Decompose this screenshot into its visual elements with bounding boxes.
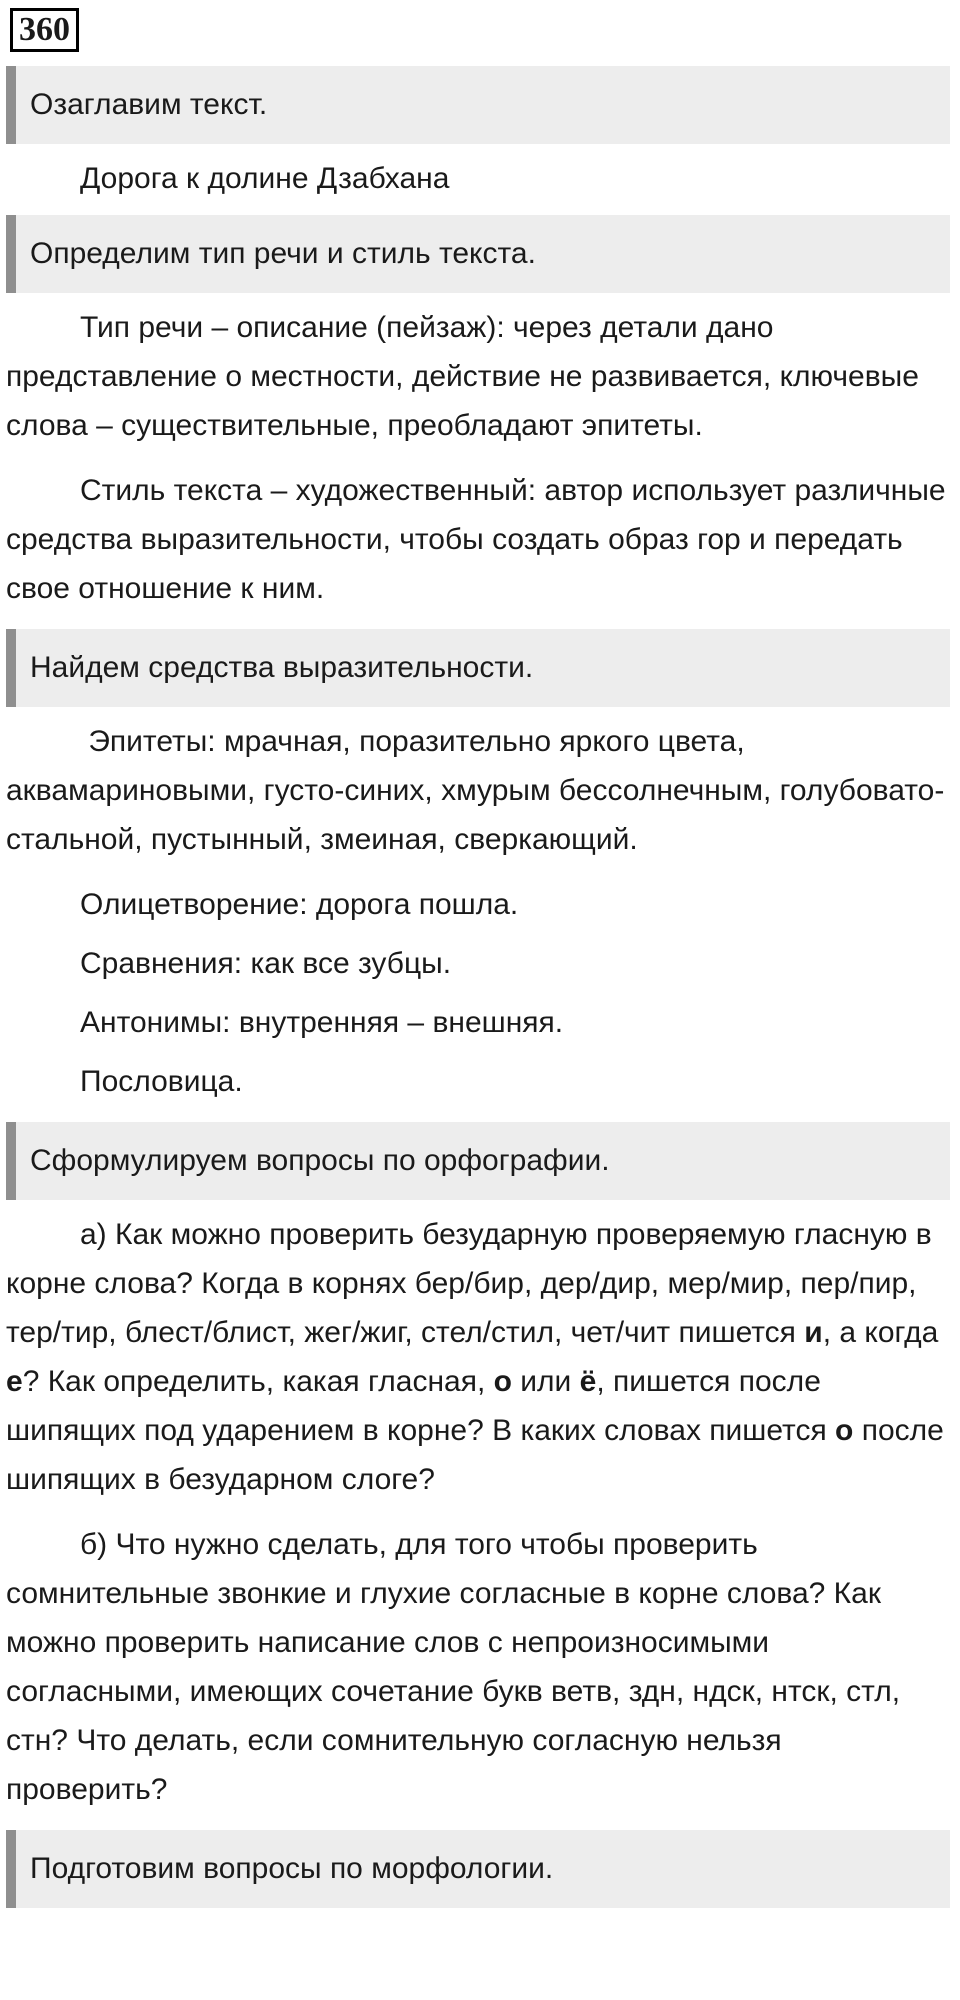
section-heading-title: Озаглавим текст. [6, 66, 950, 144]
text-run: а) Как можно проверить безударную проверяемую гласную в корне слова? Когда в корнях бер/бир, дер/дир, мер/мир, пер/пир, тер/тир, блест/блист, жег/жиг, стел/стил, чет/чит пишется [6, 1218, 932, 1349]
text-run: после шипящих в безударном слоге? [6, 1414, 944, 1496]
bold-letter: и [804, 1316, 823, 1349]
bold-letter: ё [579, 1365, 597, 1398]
paragraph-text-style: Стиль текста – художественный: автор использует различные средства выразительности, чтобы создать образ гор и передать свое отношение к ним. [6, 474, 946, 605]
task-number: 360 [10, 8, 79, 52]
text-run: , пишется после шипящих под ударением в корне? В каких словах пишется [6, 1365, 836, 1447]
bold-letter: е [6, 1365, 23, 1398]
bold-letter: о [493, 1365, 512, 1398]
text-title: Дорога к долине Дзабхана [80, 162, 450, 195]
section-heading-expressive-means: Найдем средства выразительности. [6, 629, 950, 707]
paragraph-personification: Олицетворение: дорога пошла. [80, 888, 519, 921]
section-heading-morphology: Подготовим вопросы по морфологии. [6, 1830, 950, 1908]
paragraph-antonyms: Антонимы: внутренняя – внешняя. [80, 1006, 564, 1039]
paragraph-epithets: Эпитеты: мрачная, поразительно яркого цвета, аквамариновыми, густо-синих, хмурым бессолнечным, голубовато-стальной, пустынный, змеиная, сверкающий. [6, 725, 945, 856]
paragraph-speech-type: Тип речи – описание (пейзаж): через детали дано представление о местности, действие не развивается, ключевые слова – существительные, преобладают эпитеты. [6, 311, 919, 442]
paragraph-proverb: Пословица. [80, 1065, 243, 1098]
section-heading-type-style: Определим тип речи и стиль текста. [6, 215, 950, 293]
text-run: , а когда [822, 1316, 939, 1349]
text-run: ? Как определить, какая гласная, [22, 1365, 494, 1398]
paragraph-comparisons: Сравнения: как все зубцы. [80, 947, 452, 980]
bold-letter: о [835, 1414, 854, 1447]
text-run: или [511, 1365, 580, 1398]
section-heading-orthography: Сформулируем вопросы по орфографии. [6, 1122, 950, 1200]
paragraph-orthography-a [6, 1210, 950, 1504]
paragraph-orthography-b: б) Что нужно сделать, для того чтобы проверить сомнительные звонкие и глухие согласные в корне слова? Как можно проверить написание слов с непроизносимыми согласными, имеющих сочетание букв ветв, здн, ндск, нтск, стл, стн? Что делать, если сомнительную согласную нельзя проверить? [6, 1528, 901, 1806]
